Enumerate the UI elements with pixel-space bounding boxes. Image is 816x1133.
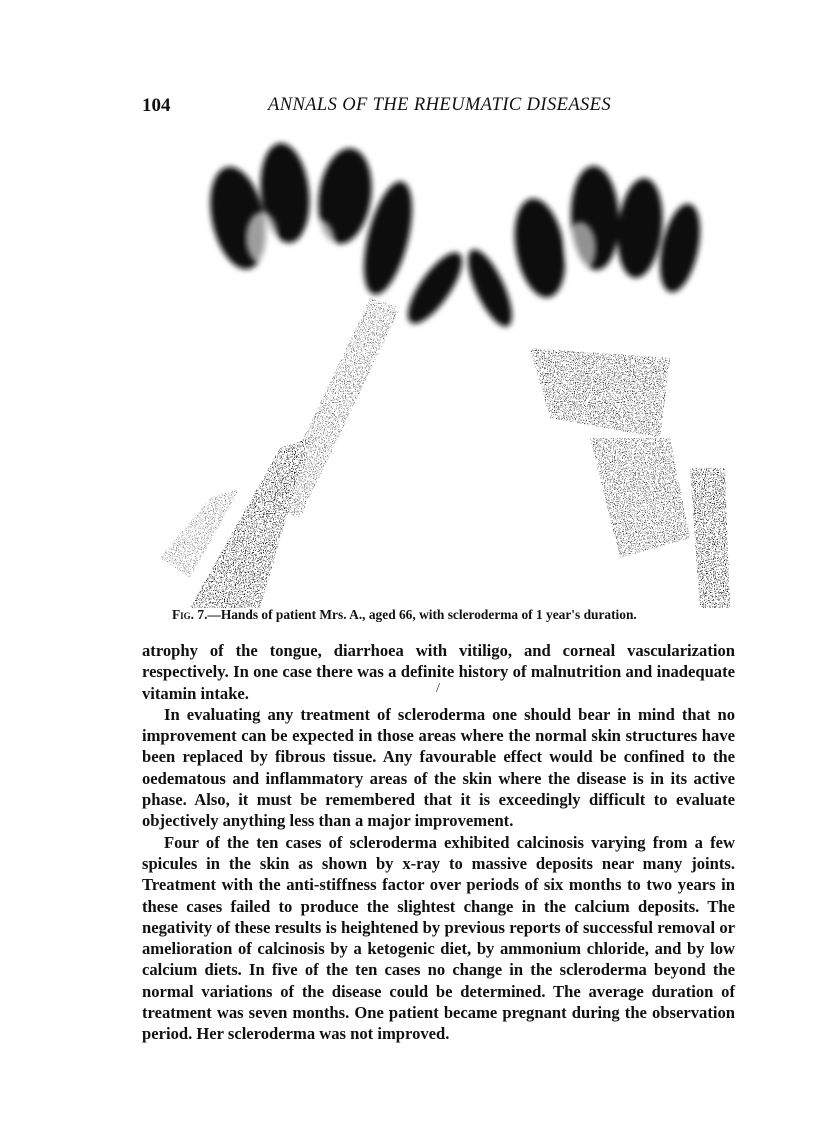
paragraph-3: Four of the ten cases of scleroderma exhibited calcinosis varying from a few spicules in the skin as shown by x-ray to massive deposits near many joints. Treatment with the anti-stiffness factor over periods of six months to two years in these cases failed to produce the slightest change in the calcium deposits. The negativity of these results is heightened by previous reports of successful removal or amelioration of calcinosis by a ketogenic diet, by ammonium chloride, and by low calcium diets. In five of the ten cases no change in the scleroderma beyond the normal variations of the disease could be determined. The average duration of treatment was seven months. One patient became pregnant during the observation period. Her scleroderma was not improved. <box>142 832 735 1044</box>
figure-caption-text: —Hands of patient Mrs. A., aged 66, with scleroderma of 1 year's duration. <box>207 607 637 622</box>
right-hand <box>460 165 730 608</box>
page-header <box>142 95 762 125</box>
page-number: 104 <box>142 95 171 116</box>
hands-photograph <box>150 138 730 608</box>
stray-pen-mark: / <box>436 681 440 696</box>
paragraph-2: In evaluating any treatment of scleroderma one should bear in mind that no improvement can be expected in those areas where the normal skin structures have been replaced by fibrous tissue. Any favourable effect would be confined to the oedematous and inflammatory areas of the skin where the disease is in its active phase. Also, it must be remembered that it is exceedingly difficult to evaluate objectively anything less than a major improvement. <box>142 704 735 831</box>
figure-label: Fig. 7. <box>172 607 208 622</box>
figure-caption <box>172 607 772 623</box>
running-head: ANNALS OF THE RHEUMATIC DISEASES <box>268 95 612 115</box>
left-hand <box>160 141 471 608</box>
paragraph-1: atrophy of the tongue, diarrhoea with vitiligo, and corneal vascularization respectively. In one case there was a definite history of malnutrition and inadequate vitamin intake. <box>142 641 735 703</box>
body-text <box>142 640 735 1045</box>
